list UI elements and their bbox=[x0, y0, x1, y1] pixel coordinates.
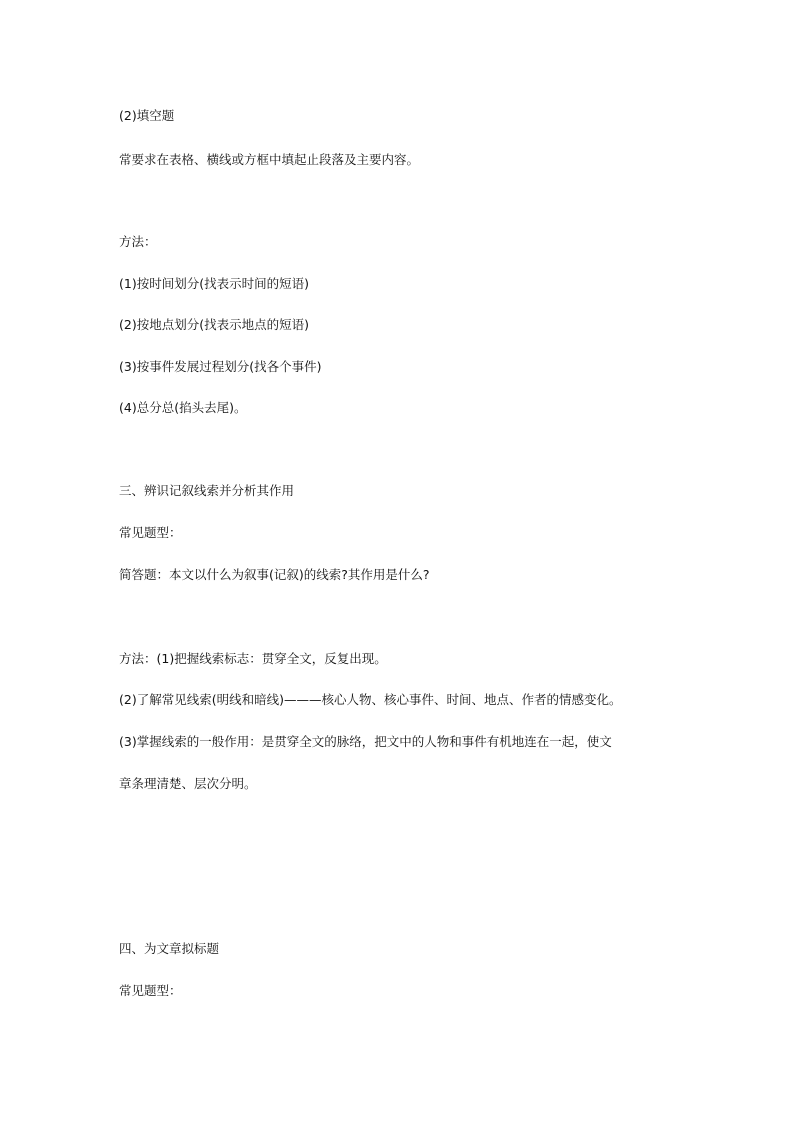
subheading-fill-blank: (2)填空题 bbox=[119, 108, 175, 123]
list-item-continued: 章条理清楚、层次分明。 bbox=[119, 776, 257, 791]
list-item: (3)按事件发展过程划分(找各个事件) bbox=[119, 359, 322, 374]
list-item: (4)总分总(掐头去尾)。 bbox=[119, 400, 247, 415]
section-heading-3: 三、辨识记叙线索并分析其作用 bbox=[119, 483, 295, 498]
list-item: (1)按时间划分(找表示时间的短语) bbox=[119, 276, 309, 291]
list-item: (3)掌握线索的一般作用：是贯穿全文的脉络，把文中的人物和事件有机地连在一起，使文 bbox=[119, 734, 612, 749]
paragraph: 常要求在表格、横线或方框中填起止段落及主要内容。 bbox=[119, 152, 420, 167]
list-item: (2)了解常见线索(明线和暗线)———核心人物、核心事件、时间、地点、作者的情感变化。 bbox=[119, 692, 622, 707]
list-item: 方法：(1)把握线索标志：贯穿全文，反复出现。 bbox=[119, 651, 387, 666]
method-label: 方法： bbox=[119, 234, 157, 249]
paragraph: 简答题：本文以什么为叙事(记叙)的线索?其作用是什么? bbox=[119, 567, 430, 582]
list-item: (2)按地点划分(找表示地点的短语) bbox=[119, 317, 309, 332]
section-heading-4: 四、为文章拟标题 bbox=[119, 941, 220, 956]
question-type-label: 常见题型： bbox=[119, 983, 182, 998]
question-type-label: 常见题型： bbox=[119, 525, 182, 540]
